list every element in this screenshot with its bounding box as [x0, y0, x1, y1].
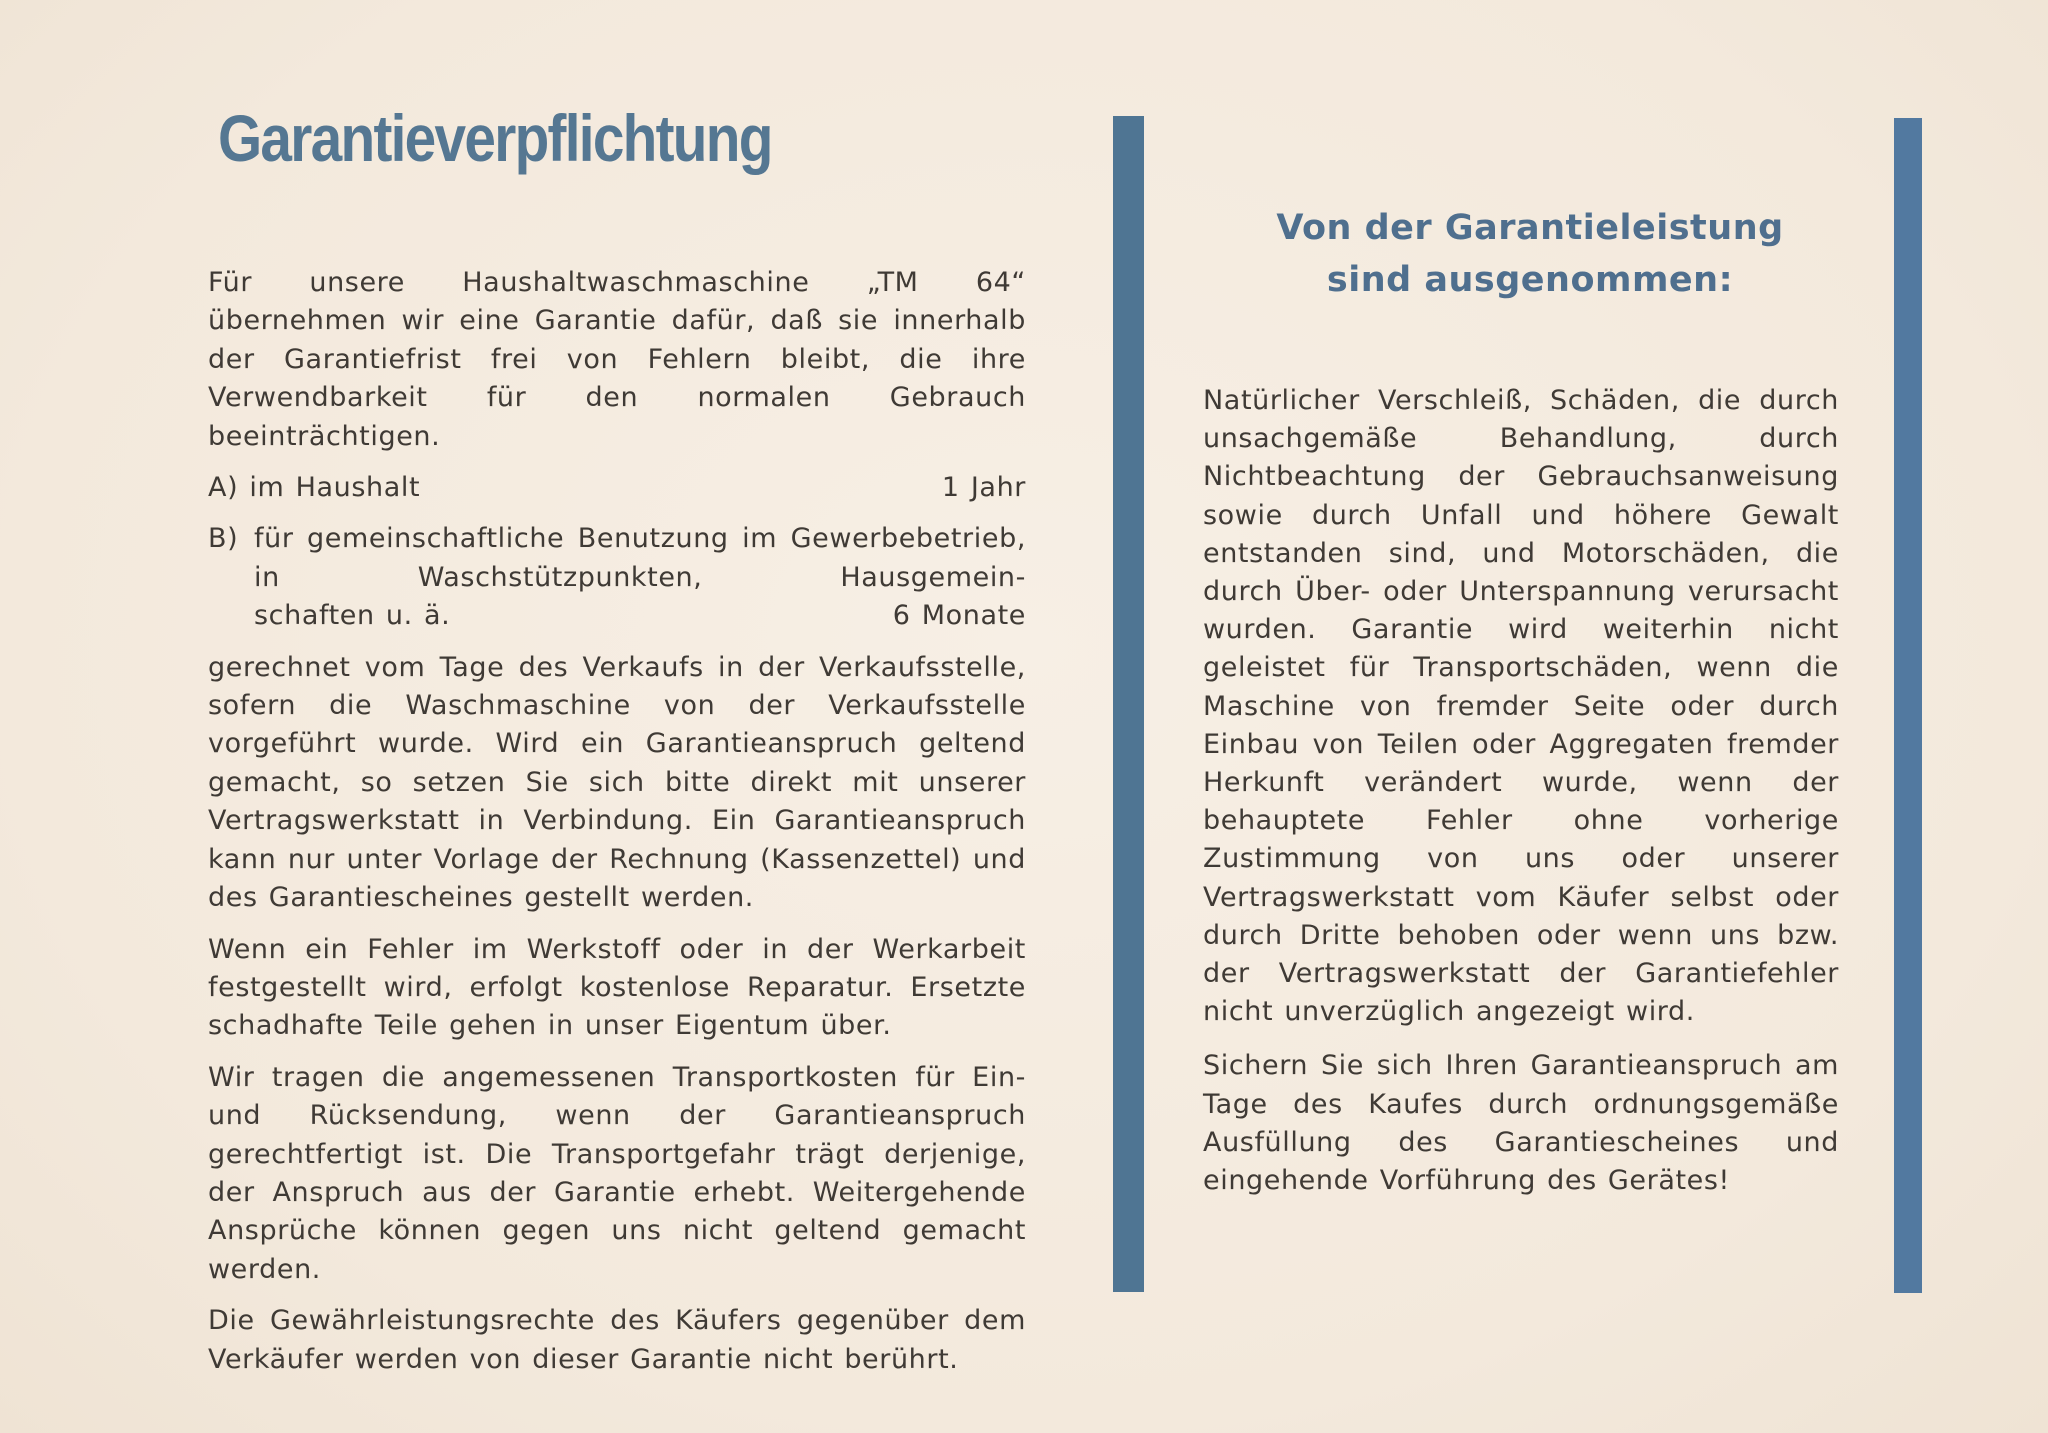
secure-claim-paragraph: Sichern Sie sich Ihren Garantieanspruch am Tage des Kaufes durch ordnungsgemäße Ausfüllung des Garantiescheines und eingehende Vorführung des Gerätes! [1203, 1050, 1839, 1197]
item-b-lastline [254, 597, 1026, 635]
right-divider-bar [1894, 118, 1922, 1293]
item-b-duration: 6 Monate [892, 600, 1026, 632]
item-b-row [208, 520, 1026, 635]
item-a-duration: 1 Jahr [941, 472, 1026, 504]
exclusions-column [1203, 382, 1839, 1216]
exclusions-heading [1180, 202, 1880, 306]
item-b-text-end: schaften u. ä. [254, 600, 451, 632]
exclusions-heading-line1: Von der Garantieleistung [1276, 208, 1784, 248]
repair-paragraph: Wenn ein Fehler im Werkstoff oder in der Werkarbeit festgestellt wird, erfolgt kostenlose Reparatur. Ersetzte schadhafte Teile gehen in unser Eigentum über. [208, 933, 1026, 1042]
exclusions-paragraph: Natürlicher Verschleiß, Schäden, die durch unsachgemäße Behandlung, durch Nichtbeachtung der Gebrauchsanweisung sowie durch Unfall und höhere Gewalt entstanden sind, und Motorschäden, die durch Über- oder Unterspannung verursacht wurden. Garantie wird weiterhin nicht geleistet für Transportschäden, wenn die Maschine von fremder Seite oder durch Einbau von Teilen oder Aggregaten fremder Herkunft verändert wurde, wenn der behauptete Fehler ohne vorherige Zustimmung von uns oder unserer Vertragswerkstatt vom Käufer selbst oder durch Dritte behoben oder wenn uns bzw. der Vertragswerkstatt der Garantiefehler nicht unverzüglich angezeigt wird. [1203, 385, 1839, 1028]
transport-paragraph: Wir tragen die angemessenen Transportkosten für Ein- und Rücksendung, wenn der Garantieanspruch gerechtfertigt ist. Die Transportgefahr trägt derjenige, der Anspruch aus der Garantie erhebt. Weitergehende Ansprüche können gegen uns nicht geltend gemacht werden. [208, 1061, 1026, 1285]
item-b-text: für gemeinschaftliche Benutzung im Gewerbebetrieb, in Waschstützpunkten, Hausgemein- [254, 523, 1026, 593]
exclusions-heading-line2: sind ausgenommen: [1326, 260, 1734, 300]
rights-paragraph: Die Gewährleistungsrechte des Käufers gegenüber dem Verkäufer werden von dieser Garantie nicht berührt. [208, 1305, 1026, 1375]
item-a-row [208, 469, 1026, 507]
claim-paragraph: gerechnet vom Tage des Verkaufs in der Verkaufsstelle, sofern die Waschmaschine von der Verkaufsstelle vorgeführt wurde. Wird ein Garantieanspruch geltend gemacht, so setzen Sie sich bitte direkt mit unserer Vertragswerkstatt in Verbindung. Ein Garantieanspruch kann nur unter Vorlage der Rechnung (Kassenzettel) und des Garantiescheines gestellt werden. [208, 651, 1026, 914]
intro-paragraph: Für unsere Haushaltwaschmaschine „TM 64“ übernehmen wir eine Garantie dafür, daß sie innerhalb der Garantiefrist frei von Fehlern bleibt, die ihre Verwendbarkeit für den normalen Gebrauch beeinträchtigen. [208, 267, 1026, 452]
page-title: Garantieverpflichtung [218, 101, 772, 175]
item-b-body [254, 520, 1026, 635]
item-a-label: A) im Haushalt [208, 472, 421, 504]
item-b-marker: B) [208, 523, 239, 555]
left-divider-bar [1113, 116, 1144, 1292]
guarantee-column [208, 264, 1026, 1392]
